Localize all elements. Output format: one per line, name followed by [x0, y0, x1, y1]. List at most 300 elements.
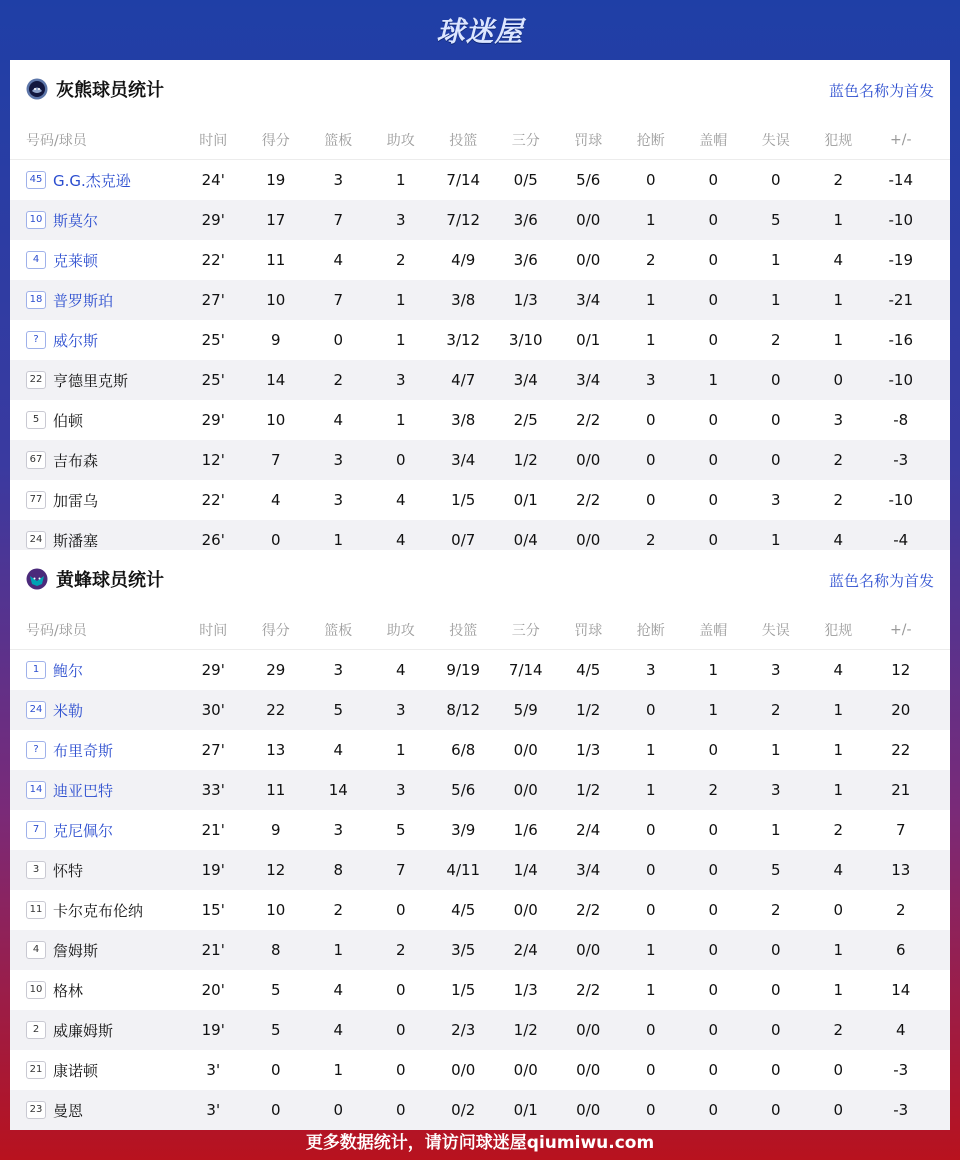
stat-minutes: 19' [201, 861, 225, 879]
player-name-link[interactable]: 克莱顿 [53, 251, 99, 270]
player-name-link[interactable]: 伯顿 [53, 411, 84, 430]
stat-blocks: 0 [708, 251, 719, 269]
stat-points: 12 [266, 861, 286, 879]
stat-plus-minus: -3 [893, 451, 909, 469]
stat-rebounds: 1 [333, 941, 344, 959]
stat-rebounds: 8 [333, 861, 344, 879]
player-name-link[interactable]: 詹姆斯 [53, 941, 99, 960]
stat-points: 11 [266, 251, 286, 269]
stat-assists: 5 [395, 821, 406, 839]
stat-assists: 1 [395, 411, 406, 429]
player-name-link[interactable]: 吉布森 [53, 451, 99, 470]
stat-blocks: 1 [708, 661, 719, 679]
stat-field-goals: 3/5 [451, 941, 476, 959]
stat-assists: 2 [395, 941, 406, 959]
team-stats-panel-hornets [10, 550, 950, 1120]
stat-fouls: 3 [833, 411, 844, 429]
team-header [10, 550, 950, 610]
stat-steals: 0 [645, 1101, 656, 1119]
stat-fouls: 1 [833, 781, 844, 799]
column-header: 得分 [261, 132, 290, 149]
stat-field-goals: 4/11 [446, 861, 481, 879]
stat-free-throws: 0/0 [576, 1021, 601, 1039]
stat-minutes: 29' [201, 411, 225, 429]
stat-blocks: 2 [708, 781, 719, 799]
stat-assists: 1 [395, 291, 406, 309]
stat-three-pointers: 1/4 [513, 861, 538, 879]
stat-minutes: 24' [201, 171, 225, 189]
stat-rebounds: 0 [333, 331, 344, 349]
stat-field-goals: 5/6 [451, 781, 476, 799]
player-cell [10, 900, 182, 921]
column-header: 犯规 [824, 132, 853, 149]
stat-turnovers: 0 [770, 451, 781, 469]
stat-free-throws: 0/0 [576, 1101, 601, 1119]
jersey-number-badge: 24 [26, 531, 46, 549]
column-header: 抢断 [636, 622, 665, 639]
stat-rebounds: 0 [333, 1101, 344, 1119]
stat-assists: 2 [395, 251, 406, 269]
stat-free-throws: 2/4 [576, 821, 601, 839]
stat-turnovers: 1 [770, 821, 781, 839]
stat-turnovers: 0 [770, 981, 781, 999]
player-row [10, 480, 950, 520]
stat-steals: 1 [645, 941, 656, 959]
stat-steals: 0 [645, 451, 656, 469]
stat-free-throws: 0/1 [576, 331, 601, 349]
stat-turnovers: 1 [770, 741, 781, 759]
stat-minutes: 27' [201, 741, 225, 759]
player-name-link[interactable]: 克尼佩尔 [53, 821, 114, 840]
stat-fouls: 2 [833, 1021, 844, 1039]
stat-plus-minus: -21 [888, 291, 913, 309]
stat-free-throws: 2/2 [576, 981, 601, 999]
stat-fouls: 0 [833, 371, 844, 389]
column-header: 盖帽 [699, 132, 728, 149]
player-row [10, 730, 950, 770]
stat-three-pointers: 0/0 [513, 781, 538, 799]
column-header: 罚球 [574, 132, 603, 149]
stat-rebounds: 3 [333, 491, 344, 509]
stat-fouls: 1 [833, 291, 844, 309]
stat-turnovers: 0 [770, 1021, 781, 1039]
jersey-number-badge: 77 [26, 491, 46, 509]
stat-points: 7 [270, 451, 281, 469]
stat-plus-minus: -4 [893, 531, 909, 549]
stat-three-pointers: 3/4 [513, 371, 538, 389]
stat-steals: 0 [645, 411, 656, 429]
stat-assists: 3 [395, 701, 406, 719]
stat-field-goals: 0/7 [451, 531, 476, 549]
starter-note: 蓝色名称为首发 [828, 572, 934, 590]
player-row [10, 930, 950, 970]
stat-fouls: 1 [833, 941, 844, 959]
stat-points: 9 [270, 331, 281, 349]
team-header [10, 60, 950, 120]
player-name-link[interactable]: 斯莫尔 [53, 211, 99, 230]
stat-free-throws: 3/4 [576, 861, 601, 879]
column-header: +/- [890, 621, 912, 638]
stat-field-goals: 1/5 [451, 491, 476, 509]
player-cell [10, 980, 182, 1001]
stat-free-throws: 2/2 [576, 491, 601, 509]
stat-three-pointers: 0/0 [513, 1061, 538, 1079]
stat-turnovers: 2 [770, 901, 781, 919]
stat-field-goals: 4/5 [451, 901, 476, 919]
stat-steals: 2 [645, 531, 656, 549]
stat-blocks: 0 [708, 331, 719, 349]
stat-three-pointers: 2/5 [513, 411, 538, 429]
stat-fouls: 4 [833, 251, 844, 269]
stat-three-pointers: 1/2 [513, 451, 538, 469]
stat-minutes: 29' [201, 661, 225, 679]
hornets-logo-icon [26, 568, 48, 590]
stat-points: 19 [266, 171, 286, 189]
stat-fouls: 2 [833, 491, 844, 509]
column-header: 失误 [761, 622, 790, 639]
stat-field-goals: 3/8 [451, 411, 476, 429]
column-header: 篮板 [324, 622, 353, 639]
stat-field-goals: 3/12 [446, 331, 481, 349]
player-cell [10, 1100, 182, 1121]
stat-points: 29 [266, 661, 286, 679]
stat-assists: 3 [395, 371, 406, 389]
stat-turnovers: 0 [770, 411, 781, 429]
stat-free-throws: 0/0 [576, 451, 601, 469]
stat-points: 5 [270, 981, 281, 999]
stat-fouls: 1 [833, 741, 844, 759]
stat-rebounds: 4 [333, 981, 344, 999]
stat-free-throws: 3/4 [576, 371, 601, 389]
stat-minutes: 33' [201, 781, 225, 799]
player-cell [10, 410, 182, 431]
stat-blocks: 0 [708, 901, 719, 919]
player-cell [10, 820, 182, 841]
player-row [10, 890, 950, 930]
player-name-link[interactable]: 康诺顿 [53, 1061, 99, 1080]
stat-three-pointers: 7/14 [508, 661, 543, 679]
stat-points: 10 [266, 901, 286, 919]
team-title: 黄蜂球员统计 [56, 570, 164, 591]
jersey-number-badge: 3 [26, 861, 46, 879]
jersey-number-badge: ? [26, 331, 46, 349]
stat-blocks: 0 [708, 741, 719, 759]
jersey-number-badge: 4 [26, 251, 46, 269]
stat-field-goals: 1/5 [451, 981, 476, 999]
stat-points: 4 [270, 491, 281, 509]
player-row [10, 690, 950, 730]
stat-assists: 0 [395, 981, 406, 999]
stat-plus-minus: 2 [895, 901, 906, 919]
stat-fouls: 1 [833, 981, 844, 999]
stat-turnovers: 0 [770, 371, 781, 389]
stat-minutes: 22' [201, 251, 225, 269]
stat-fouls: 1 [833, 211, 844, 229]
column-header: 得分 [261, 622, 290, 639]
stat-steals: 0 [645, 1021, 656, 1039]
stat-field-goals: 7/14 [446, 171, 481, 189]
player-cell [10, 250, 182, 271]
jersey-number-badge: 23 [26, 1101, 46, 1119]
stat-blocks: 0 [708, 171, 719, 189]
stat-rebounds: 4 [333, 1021, 344, 1039]
stat-assists: 3 [395, 211, 406, 229]
stat-rebounds: 3 [333, 661, 344, 679]
team-stats-panel-grizzlies [10, 60, 950, 550]
grizzlies-logo-icon [26, 78, 48, 100]
stat-steals: 0 [645, 821, 656, 839]
stat-plus-minus: -8 [893, 411, 909, 429]
stat-free-throws: 1/2 [576, 781, 601, 799]
jersey-number-badge: 24 [26, 701, 46, 719]
stat-assists: 0 [395, 1061, 406, 1079]
jersey-number-badge: 14 [26, 781, 46, 799]
stat-three-pointers: 1/3 [513, 291, 538, 309]
stat-steals: 3 [645, 371, 656, 389]
player-cell [10, 530, 182, 551]
player-cell [10, 1020, 182, 1041]
stat-turnovers: 1 [770, 291, 781, 309]
stat-field-goals: 2/3 [451, 1021, 476, 1039]
column-header: 罚球 [574, 622, 603, 639]
stat-free-throws: 0/0 [576, 1061, 601, 1079]
player-cell [10, 330, 182, 351]
stat-field-goals: 4/9 [451, 251, 476, 269]
player-cell [10, 450, 182, 471]
stat-free-throws: 2/2 [576, 411, 601, 429]
player-row [10, 440, 950, 480]
column-header: 三分 [511, 622, 540, 639]
stat-steals: 2 [645, 251, 656, 269]
stat-blocks: 0 [708, 211, 719, 229]
stat-minutes: 26' [201, 531, 225, 549]
stat-blocks: 0 [708, 451, 719, 469]
player-name-link[interactable]: 加雷乌 [53, 491, 99, 510]
stat-minutes: 3' [206, 1061, 221, 1079]
stat-three-pointers: 1/2 [513, 1021, 538, 1039]
stat-points: 0 [270, 531, 281, 549]
stat-rebounds: 3 [333, 171, 344, 189]
stat-assists: 4 [395, 661, 406, 679]
jersey-number-badge: 10 [26, 211, 46, 229]
player-row [10, 970, 950, 1010]
player-name-link[interactable]: 曼恩 [53, 1101, 84, 1120]
stat-plus-minus: -14 [888, 171, 913, 189]
stat-minutes: 25' [201, 331, 225, 349]
player-name-link[interactable]: 鲍尔 [53, 661, 84, 680]
player-row [10, 1050, 950, 1090]
stat-rebounds: 1 [333, 531, 344, 549]
stats-table [10, 610, 950, 1130]
stat-steals: 1 [645, 331, 656, 349]
player-name-link[interactable]: 威廉姆斯 [53, 1021, 114, 1040]
player-cell [10, 370, 182, 391]
stat-rebounds: 2 [333, 371, 344, 389]
player-row [10, 200, 950, 240]
column-header: 投篮 [449, 622, 478, 639]
stat-minutes: 20' [201, 981, 225, 999]
jersey-number-badge: 45 [26, 171, 46, 189]
player-name-link[interactable]: 米勒 [53, 701, 84, 720]
stat-turnovers: 1 [770, 531, 781, 549]
stat-steals: 1 [645, 741, 656, 759]
stat-blocks: 0 [708, 1021, 719, 1039]
stat-rebounds: 5 [333, 701, 344, 719]
player-name-link[interactable]: 布里奇斯 [53, 741, 114, 760]
brand-logo [0, 0, 960, 60]
stat-plus-minus: 22 [891, 741, 911, 759]
stat-plus-minus: -16 [888, 331, 913, 349]
player-name-link[interactable]: 普罗斯珀 [53, 291, 114, 310]
jersey-number-badge: 2 [26, 1021, 46, 1039]
player-cell [10, 660, 182, 681]
stat-rebounds: 4 [333, 251, 344, 269]
player-name-link[interactable]: 斯潘塞 [53, 531, 99, 550]
stat-plus-minus: -3 [893, 1061, 909, 1079]
stat-three-pointers: 0/0 [513, 741, 538, 759]
stat-steals: 0 [645, 901, 656, 919]
stat-three-pointers: 1/3 [513, 981, 538, 999]
stat-free-throws: 0/0 [576, 251, 601, 269]
stat-plus-minus: -10 [888, 491, 913, 509]
player-row [10, 360, 950, 400]
column-header: 时间 [199, 132, 228, 149]
stat-field-goals: 3/8 [451, 291, 476, 309]
stat-three-pointers: 5/9 [513, 701, 538, 719]
stat-points: 10 [266, 291, 286, 309]
stat-points: 11 [266, 781, 286, 799]
stat-rebounds: 7 [333, 211, 344, 229]
stat-field-goals: 4/7 [451, 371, 476, 389]
player-row [10, 850, 950, 890]
stat-three-pointers: 1/6 [513, 821, 538, 839]
stat-fouls: 4 [833, 661, 844, 679]
player-row [10, 1010, 950, 1050]
stat-minutes: 3' [206, 1101, 221, 1119]
stat-plus-minus: 20 [891, 701, 911, 719]
stat-rebounds: 4 [333, 741, 344, 759]
stat-points: 0 [270, 1061, 281, 1079]
stat-free-throws: 3/4 [576, 291, 601, 309]
stat-assists: 1 [395, 741, 406, 759]
jersey-number-badge: 18 [26, 291, 46, 309]
stat-turnovers: 0 [770, 941, 781, 959]
stat-turnovers: 0 [770, 1101, 781, 1119]
stat-turnovers: 3 [770, 491, 781, 509]
player-name-link[interactable]: G.G.杰克逊 [53, 171, 131, 190]
stat-three-pointers: 2/4 [513, 941, 538, 959]
stat-three-pointers: 0/1 [513, 491, 538, 509]
table-header-row [10, 120, 950, 160]
stat-fouls: 2 [833, 451, 844, 469]
player-cell [10, 290, 182, 311]
column-header: 号码/球员 [26, 622, 87, 639]
stat-fouls: 0 [833, 901, 844, 919]
stat-assists: 4 [395, 531, 406, 549]
stat-points: 10 [266, 411, 286, 429]
player-name-link[interactable]: 怀特 [53, 861, 84, 880]
stat-three-pointers: 0/1 [513, 1101, 538, 1119]
stat-field-goals: 8/12 [446, 701, 481, 719]
player-name-link[interactable]: 迪亚巴特 [53, 781, 114, 800]
stat-plus-minus: 21 [891, 781, 911, 799]
column-header: 号码/球员 [26, 132, 87, 149]
stat-turnovers: 3 [770, 781, 781, 799]
player-cell [10, 490, 182, 511]
stat-plus-minus: -19 [888, 251, 913, 269]
stat-plus-minus: 7 [895, 821, 906, 839]
jersey-number-badge: 22 [26, 371, 46, 389]
stat-assists: 1 [395, 171, 406, 189]
stat-rebounds: 7 [333, 291, 344, 309]
stat-free-throws: 4/5 [576, 661, 601, 679]
stat-free-throws: 0/0 [576, 941, 601, 959]
player-row [10, 280, 950, 320]
stat-field-goals: 6/8 [451, 741, 476, 759]
stat-blocks: 1 [708, 701, 719, 719]
stat-plus-minus: 13 [891, 861, 911, 879]
stat-three-pointers: 3/10 [508, 331, 543, 349]
stat-turnovers: 0 [770, 171, 781, 189]
player-name-link[interactable]: 卡尔克布伦纳 [53, 901, 144, 920]
stat-plus-minus: 12 [891, 661, 911, 679]
stat-three-pointers: 3/6 [513, 211, 538, 229]
stat-fouls: 4 [833, 861, 844, 879]
stat-blocks: 0 [708, 821, 719, 839]
stat-blocks: 0 [708, 411, 719, 429]
stat-turnovers: 1 [770, 251, 781, 269]
column-header: 三分 [511, 132, 540, 149]
stat-fouls: 0 [833, 1101, 844, 1119]
stat-plus-minus: -10 [888, 371, 913, 389]
stat-fouls: 1 [833, 701, 844, 719]
stat-three-pointers: 0/0 [513, 901, 538, 919]
stat-blocks: 0 [708, 1101, 719, 1119]
column-header: 抢断 [636, 132, 665, 149]
stat-minutes: 19' [201, 1021, 225, 1039]
player-name-link[interactable]: 威尔斯 [53, 331, 99, 350]
stat-blocks: 0 [708, 291, 719, 309]
column-header: +/- [890, 131, 912, 148]
stat-steals: 0 [645, 1061, 656, 1079]
stat-plus-minus: -10 [888, 211, 913, 229]
player-cell [10, 860, 182, 881]
stat-turnovers: 0 [770, 1061, 781, 1079]
player-name-link[interactable]: 亨德里克斯 [53, 371, 129, 390]
stat-field-goals: 0/2 [451, 1101, 476, 1119]
stats-table [10, 120, 950, 560]
stat-field-goals: 3/4 [451, 451, 476, 469]
player-cell [10, 1060, 182, 1081]
player-name-link[interactable]: 格林 [53, 981, 84, 1000]
stat-rebounds: 14 [328, 781, 348, 799]
team-title: 灰熊球员统计 [56, 80, 164, 101]
column-header: 失误 [761, 132, 790, 149]
stat-plus-minus: 14 [891, 981, 911, 999]
stat-three-pointers: 3/6 [513, 251, 538, 269]
stat-free-throws: 1/3 [576, 741, 601, 759]
footer-link[interactable]: 更多数据统计，请访问球迷屋qiumiwu.com [305, 1132, 655, 1153]
stat-assists: 7 [395, 861, 406, 879]
stat-fouls: 1 [833, 331, 844, 349]
stat-points: 14 [266, 371, 286, 389]
stat-points: 13 [266, 741, 286, 759]
player-row [10, 650, 950, 690]
stat-blocks: 0 [708, 981, 719, 999]
stat-minutes: 12' [201, 451, 225, 469]
stat-steals: 1 [645, 211, 656, 229]
stat-free-throws: 2/2 [576, 901, 601, 919]
